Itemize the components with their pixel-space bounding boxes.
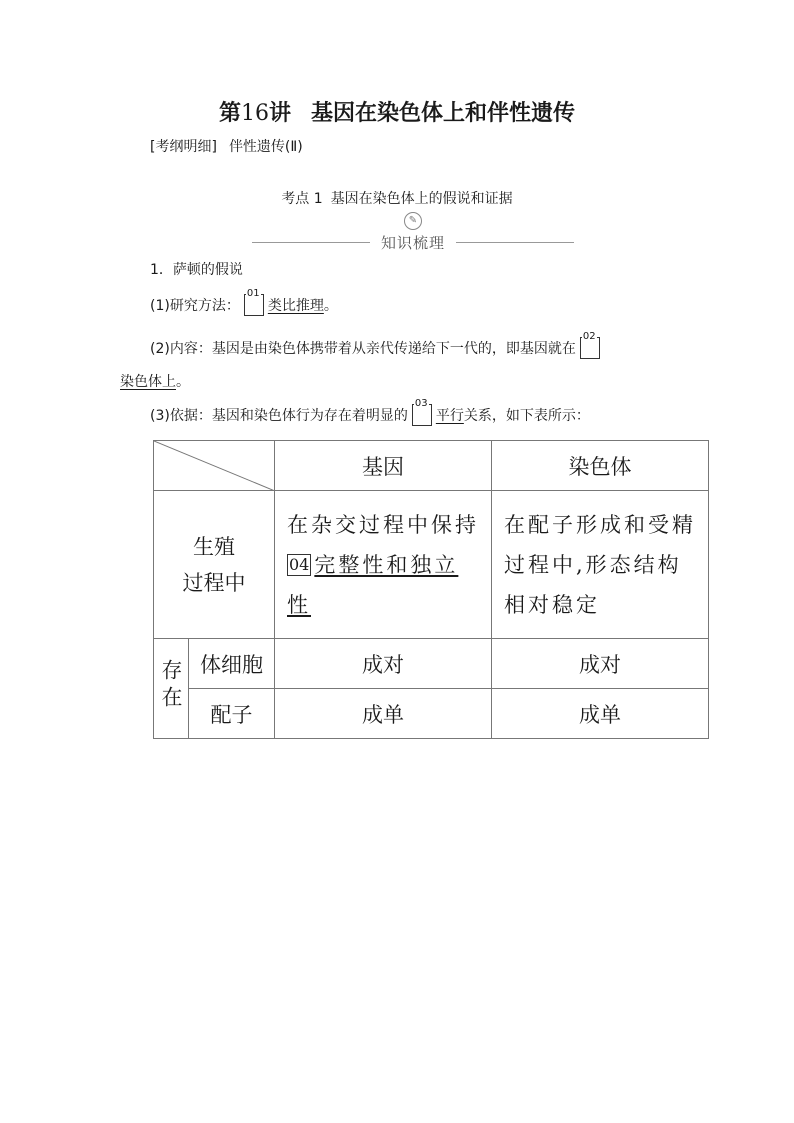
diagonal-line: [154, 441, 275, 491]
pencil-icon: ✎: [404, 212, 422, 230]
banner-label: 知识梳理: [380, 234, 445, 252]
syllabus-label: [考纲明细]: [150, 139, 217, 155]
row-label-reproduction: 生殖 过程中: [154, 491, 275, 639]
item-content-cont: 染色体上。: [120, 374, 190, 390]
answer-text: 染色体上: [120, 374, 176, 390]
answer-text: 类比推理: [267, 298, 324, 314]
item-content: (2)内容：基因是由染色体携带着从亲代传递给下一代的，即基因就在 02: [150, 337, 604, 359]
answer-text: 完整性和独立性: [287, 552, 459, 617]
item-method: (1)研究方法： 01 类比推理。: [150, 288, 338, 314]
row-label-somatic: 体细胞: [189, 639, 275, 689]
lesson-topic: 基因在染色体上和伴性遗传: [311, 100, 576, 126]
section-label: 考点 1: [281, 191, 323, 207]
answer-text: 平行: [435, 408, 464, 424]
answer-box-icon: 03: [412, 404, 432, 426]
row-label-gamete: 配子: [189, 689, 275, 739]
section-heading: [0, 188, 794, 208]
cell-chromosome-gamete: 成单: [492, 689, 709, 739]
diagonal-header-cell: [154, 441, 275, 491]
cell-chromosome-somatic: 成对: [492, 639, 709, 689]
knowledge-banner: [252, 208, 574, 254]
cell-gene-gamete: 成单: [275, 689, 492, 739]
table-row: [154, 689, 709, 739]
header-chromosome: 染色体: [492, 441, 709, 491]
answer-box-icon: 01: [244, 294, 264, 316]
syllabus-line: [150, 136, 303, 156]
page-title: 第16讲 基因在染色体上和伴性遗传: [218, 100, 576, 126]
item-basis: (3)依据：基因和染色体行为存在着明显的 03 平行关系，如下表所示：: [150, 398, 590, 424]
table-row: [154, 639, 709, 689]
syllabus-text: 伴性遗传(Ⅱ): [228, 139, 303, 155]
answer-mark: 04: [289, 554, 310, 574]
cell-gene-somatic: 成对: [275, 639, 492, 689]
cell-chromosome-reproduction: 在配子形成和受精过程中,形态结构相对稳定: [492, 491, 709, 639]
divider-left: [252, 242, 370, 243]
row-label-existence: 存在: [154, 639, 189, 739]
comparison-table: [153, 440, 709, 739]
section-title: 基因在染色体上的假说和证据: [330, 191, 513, 207]
table-header-row: [154, 441, 709, 491]
header-gene: 基因: [275, 441, 492, 491]
cell-gene-reproduction: 在杂交过程中保持04 完整性和独立性: [275, 491, 492, 639]
content-heading: 1．萨顿的假说: [150, 262, 243, 278]
divider-right: [456, 242, 574, 243]
lesson-number: 16: [240, 101, 269, 126]
table-row: [154, 491, 709, 639]
answer-box-icon: 02: [580, 337, 600, 359]
